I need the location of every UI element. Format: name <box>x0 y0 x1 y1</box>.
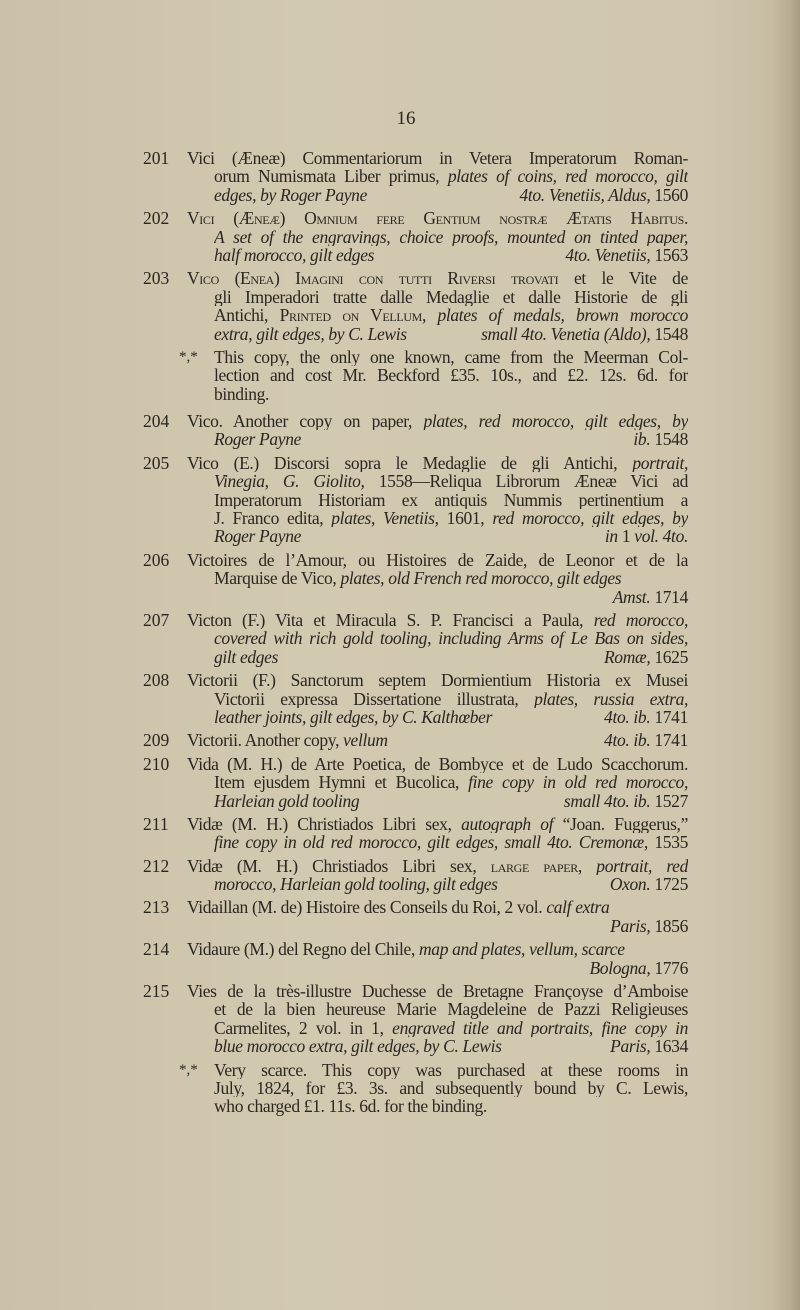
text-line <box>214 629 688 647</box>
imprint <box>604 708 688 726</box>
imprint <box>610 875 688 893</box>
text-line <box>214 186 688 204</box>
small-caps-text: Printed on Vellum, <box>279 306 427 325</box>
imprint <box>633 430 688 448</box>
description <box>214 792 359 810</box>
text: Vidaure (M.) del Regno del Chile, <box>187 939 419 960</box>
text-line <box>187 731 688 749</box>
catalogue-entry <box>143 940 688 977</box>
text: Item ejusdem Hymni et Bucolica, <box>214 773 469 792</box>
text: Victoires de l’Amour, ou Histoires de Zaide, de Leonor et de la <box>187 550 688 570</box>
entry-text <box>187 453 688 547</box>
text-line <box>214 430 688 448</box>
text-line <box>187 149 688 167</box>
lot-number: 204 <box>143 411 170 432</box>
text-line <box>214 509 688 527</box>
text-line <box>187 454 688 472</box>
text: 1625 <box>650 646 688 667</box>
italic-text: blue morocco extra, gilt edges, by C. Lewis <box>214 1036 502 1057</box>
italic-text: Harleian gold tooling <box>214 790 360 811</box>
catalogue-entry <box>143 149 688 204</box>
text-line <box>214 472 688 490</box>
text-line <box>214 246 688 264</box>
text-line <box>214 1079 688 1097</box>
entry-text <box>187 149 688 205</box>
entry-text <box>187 754 688 811</box>
text-line <box>187 209 688 227</box>
lot-number: 215 <box>143 981 170 1002</box>
text: 1527 <box>650 790 688 811</box>
description <box>214 186 367 204</box>
description <box>214 246 374 264</box>
small-caps-text: Vici (Æneæ) Omnium fere Gentium nostræ Ætatis Habitus. <box>187 209 688 228</box>
lot-number: 214 <box>143 939 170 960</box>
italic-text: half morocco, gilt edges <box>214 244 375 265</box>
italic-text: plates, old French red morocco, gilt edges <box>340 568 622 589</box>
italic-text: map and plates, vellum, scarce <box>419 939 625 960</box>
text: Carmelites, 2 vol. in 1, <box>214 1018 393 1038</box>
text: et de la bien heureuse Marie Magdeleine de Pazzi Religieuses <box>214 1000 688 1019</box>
italic-text: ib. <box>633 429 651 450</box>
page-number: 16 <box>396 108 416 129</box>
text-line <box>187 940 688 958</box>
lot-number: 203 <box>143 268 170 289</box>
entry-text <box>187 269 688 344</box>
text-line <box>214 348 688 366</box>
description <box>187 731 388 749</box>
text-line <box>214 833 688 851</box>
catalogue-note <box>143 1061 688 1116</box>
text-line <box>214 917 688 935</box>
text: “Joan. Fuggerus,” <box>562 814 688 834</box>
text: Imperatorum Historiam ex antiquis Nummis pertinentium a <box>214 490 688 510</box>
lot-number: 205 <box>143 452 170 473</box>
italic-text: Paris, <box>610 915 651 936</box>
text-line <box>187 982 688 1000</box>
entry-text <box>187 982 688 1057</box>
text: Vico (E.) Discorsi sopra le Medaglie de gli Antichi, <box>187 453 633 473</box>
text: 1548 <box>650 323 688 344</box>
lot-number: 201 <box>143 148 170 168</box>
text-line <box>214 167 688 185</box>
text: binding. <box>214 383 270 404</box>
text: Vies de la très-illustre Duchesse de Bretagne Françoyse d’Amboise <box>187 982 688 1001</box>
catalogue-entry <box>143 898 688 935</box>
text: who charged £1. 11s. 6d. for the binding. <box>214 1096 487 1117</box>
italic-text: Paris, <box>610 1036 651 1057</box>
text: Victon (F.) Vita et Miracula S. P. Francisci a Paula, <box>187 610 594 630</box>
italic-text: A set of the engravings, choice proofs, mounted on tinted paper, <box>214 227 688 246</box>
text: Victorii. Another copy, <box>187 730 344 751</box>
description <box>214 708 492 726</box>
italic-text: Vinegia, G. Giolito, <box>214 472 365 491</box>
italic-text: 4to. ib. <box>604 730 651 751</box>
italic-text: leather joints, gilt edges, by C. Kalthœber <box>214 706 493 727</box>
text-line <box>214 569 688 587</box>
catalogue-entry <box>143 671 688 726</box>
italic-text: portrait, <box>632 453 688 473</box>
imprint <box>604 648 688 666</box>
small-caps-text: large paper, <box>490 856 582 876</box>
italic-text: Oxon. <box>609 874 651 895</box>
entry-text <box>187 610 688 667</box>
italic-text: engraved title and portraits, fine copy in <box>392 1018 688 1038</box>
italic-text: small 4to. ib. <box>563 790 651 811</box>
text: Marquise de Vico, <box>214 568 341 589</box>
entry-text <box>187 550 688 607</box>
entry-text <box>214 1061 688 1116</box>
imprint <box>604 731 688 749</box>
description <box>214 430 301 448</box>
italic-text: plates of medals, brown morocco <box>426 306 688 325</box>
lot-number: 206 <box>143 549 170 570</box>
text-line <box>214 1000 688 1018</box>
catalogue-entry <box>143 269 688 343</box>
entry-text <box>214 348 688 403</box>
italic-text: 4to. ib. <box>604 706 651 727</box>
text-line <box>214 325 688 343</box>
note-marker: *,* <box>179 348 198 365</box>
text: 1741 <box>650 706 688 727</box>
text-line <box>187 857 688 875</box>
italic-text: extra, gilt edges, by C. Lewis <box>214 323 407 344</box>
text-line <box>214 1097 688 1115</box>
text: 1563 <box>650 244 688 265</box>
italic-text: 4to. Venetiis, <box>565 244 651 265</box>
imprint <box>565 246 688 264</box>
text-line <box>214 959 688 977</box>
description <box>214 648 278 666</box>
entry-text <box>187 730 688 751</box>
italic-text: vol. 4to. <box>630 526 688 547</box>
text-line <box>214 228 688 246</box>
italic-text: Roger Payne <box>214 429 302 450</box>
italic-text: red morocco, gilt edges, by <box>492 509 688 528</box>
catalogue-entry <box>143 412 688 449</box>
text: lection and cost Mr. Beckford £35. 10s., and £2. 12s. 6d. for <box>214 366 688 385</box>
text: Vidæ (M. H.) Christiados Libri sex, <box>187 814 462 834</box>
description <box>214 527 301 545</box>
italic-text: fine copy in old red morocco, <box>468 773 688 792</box>
italic-text: vellum <box>343 730 388 751</box>
lot-number: 213 <box>143 897 170 918</box>
text-line <box>214 773 688 791</box>
text-line <box>214 708 688 726</box>
catalogue-entry <box>143 551 688 606</box>
text: 1741 <box>650 730 688 751</box>
text: Victorii expressa Dissertatione illustrata, <box>214 689 535 708</box>
catalogue-entry <box>143 209 688 264</box>
catalogue-entry <box>143 611 688 666</box>
catalogue-entry <box>143 815 688 852</box>
text-line <box>214 385 688 403</box>
italic-text: fine copy in old red morocco, gilt edges, small 4to. Cremonæ, <box>214 833 648 852</box>
italic-text: in <box>604 526 622 547</box>
note-marker: *,* <box>179 1061 198 1078</box>
italic-text: calf extra <box>546 897 610 918</box>
italic-text: red morocco, <box>593 610 688 630</box>
text: July, 1824, for £3. 3s. and subsequently bound by C. Lewis, <box>214 1078 688 1098</box>
text-line <box>214 527 688 545</box>
catalogue-entry <box>143 731 688 749</box>
catalogue-entry <box>143 755 688 810</box>
entry-text <box>187 209 688 265</box>
text: Antichi, <box>214 306 280 325</box>
text: et le Vite de <box>558 269 688 288</box>
entry-text <box>187 814 688 852</box>
catalogue-entry <box>143 982 688 1056</box>
lot-number: 208 <box>143 670 170 691</box>
text-line <box>214 306 688 324</box>
text: Very scarce. This copy was purchased at these rooms in <box>214 1060 688 1079</box>
text-line <box>187 551 688 569</box>
text: 1725 <box>650 874 688 895</box>
imprint <box>519 186 688 204</box>
text: 1560 <box>650 184 688 205</box>
imprint <box>610 1037 688 1055</box>
description <box>214 325 407 343</box>
catalogue-entry <box>143 857 688 894</box>
italic-text: small 4to. Venetia (Aldo), <box>481 323 651 344</box>
italic-text: gilt edges <box>214 646 279 667</box>
text-line <box>187 815 688 833</box>
lot-number: 212 <box>143 855 170 876</box>
text: 1601, <box>438 509 493 528</box>
text-line <box>214 690 688 708</box>
entry-text <box>187 939 688 978</box>
text: 1634 <box>650 1036 688 1057</box>
text-line <box>214 875 688 893</box>
text-line <box>187 755 688 773</box>
catalogue-note <box>143 348 688 403</box>
imprint <box>481 325 688 343</box>
text-line <box>214 288 688 306</box>
text-line <box>214 588 688 606</box>
entry-text <box>187 412 688 450</box>
text: 1535 <box>647 833 688 852</box>
italic-text: Bologna, <box>589 957 651 978</box>
lot-number: 209 <box>143 730 170 751</box>
text: Victorii (F.) Sanctorum septem Dormientium Historia ex Musei <box>187 671 688 690</box>
text: 1714 <box>650 586 688 607</box>
lot-number: 207 <box>143 609 170 630</box>
imprint <box>605 527 688 545</box>
lot-number: 210 <box>143 753 170 774</box>
text: gli Imperadori tratte dalle Medaglie et dalle Historie de gli <box>214 287 688 307</box>
text-line <box>214 1037 688 1055</box>
text-line <box>214 491 688 509</box>
italic-text: plates, russia extra, <box>534 689 688 708</box>
lot-number: 202 <box>143 208 170 229</box>
entry-text <box>187 671 688 727</box>
italic-text: plates, red morocco, gilt edges, by <box>423 412 688 431</box>
text-line <box>214 648 688 666</box>
catalogue-entry <box>143 454 688 546</box>
text-line <box>214 366 688 384</box>
italic-text: edges, by Roger Payne <box>214 184 368 205</box>
text: 1856 <box>650 915 688 936</box>
small-caps-text: Vico (Enea) Imagini con tutti Riversi trovati <box>187 269 559 288</box>
text-line <box>214 1061 688 1079</box>
entry-text <box>187 856 688 895</box>
entry-text <box>187 897 688 936</box>
text: 1548 <box>650 429 688 450</box>
text: 1776 <box>650 957 688 978</box>
italic-text: plates of coins, red morocco, gilt <box>447 167 688 186</box>
text-line <box>214 1019 688 1037</box>
text: Vidaillan (M. de) Histoire des Conseils du Roi, 2 vol. <box>187 897 547 918</box>
italic-text: morocco, Harleian gold tooling, gilt edges <box>214 874 498 895</box>
italic-text: plates, Venetiis, <box>331 509 439 528</box>
text-line <box>214 792 688 810</box>
text-line <box>187 269 688 287</box>
text: orum Numismata Liber primus, <box>214 167 448 186</box>
lot-number: 211 <box>143 813 169 834</box>
text-line <box>187 898 688 916</box>
text: 1 <box>621 526 631 547</box>
italic-text: covered with rich gold tooling, including Arms of Le Bas on sides, <box>214 629 688 648</box>
text: 1558—Reliqua Librorum Æneæ Vici ad <box>364 472 688 491</box>
italic-text: Romæ, <box>603 646 651 667</box>
italic-text: Roger Payne <box>214 526 302 547</box>
catalogue-entries <box>143 149 688 1125</box>
text: Vida (M. H.) de Arte Poetica, de Bombyce et de Ludo Scacchorum. <box>187 754 688 774</box>
text-line <box>187 611 688 629</box>
description <box>214 1037 502 1055</box>
text: This copy, the only one known, came from the Meerman Col- <box>214 347 688 367</box>
text: Vici (Æneæ) Commentariorum in Vetera Imperatorum Roman- <box>187 149 688 168</box>
italic-text: Amst. <box>612 586 651 607</box>
italic-text: portrait, red <box>581 856 688 876</box>
text: J. Franco edita, <box>214 509 332 528</box>
text: Vico. Another copy on paper, <box>187 412 424 431</box>
text-line <box>187 412 688 430</box>
italic-text: 4to. Venetiis, Aldus, <box>519 184 651 205</box>
imprint <box>564 792 688 810</box>
italic-text: autograph of <box>461 814 563 834</box>
text-line <box>187 671 688 689</box>
text: Vidæ (M. H.) Christiados Libri sex, <box>187 856 491 876</box>
description <box>214 875 498 893</box>
